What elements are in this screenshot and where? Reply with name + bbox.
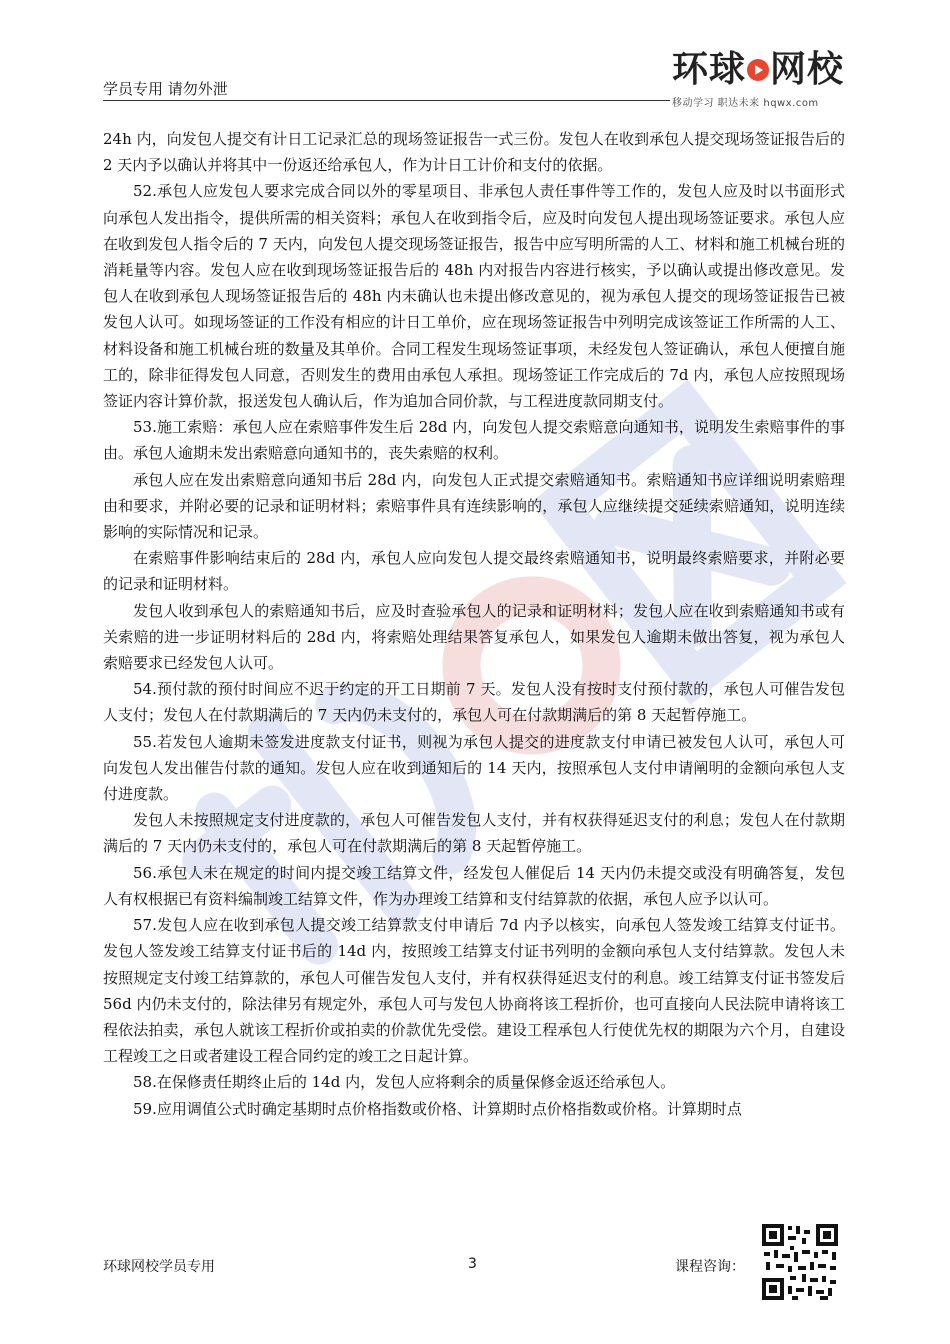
logo-text-second: 网校 — [770, 49, 845, 90]
logo-text-first: 环球 — [672, 49, 747, 90]
logo-slogan: 移动学习 职达未来 hqwx.com — [672, 98, 819, 109]
consult-label: 课程咨询： — [675, 1259, 745, 1275]
paragraph: 56.承包人未在规定的时间内提交竣工结算文件，经发包人催促后 14 天内仍未提交或没有明确答复，发包人有权根据已有资料编制竣工结算文件，作为办理竣工结算和支付结算款的依据，承包人应予以认可。 — [103, 863, 845, 908]
paragraph: 54.预付款的预付时间应不迟于约定的开工日期前 7 天。发包人没有按时支付预付款的，承包人可催告发包人支付；发包人在付款期满后的 7 天内仍未支付的，承包人可在付款期满后的第 8 天起暂停施工。 — [103, 680, 845, 725]
page-number: 3 — [468, 1256, 477, 1272]
footer-label: 环球网校学员专用 — [103, 1259, 215, 1275]
header-divider — [103, 100, 670, 101]
paragraph: 57.发包人应在收到承包人提交竣工结算款支付申请后 7d 内予以核实，向承包人签发竣工结算支付证书。发包人签发竣工结算支付证书后的 14d 内，按照竣工结算支付证书列明的金额向承包人支付结算款。发包人未按照规定支付竣工结算款的，承包人可催告发包人支付，并有权获得延迟支付的利息。竣工结算支付证书签发后 56d 内仍未支付的，除法律另有规定外，承包人可与发包人协商将该工程折价，也可直接向人民法院申请将该工程依法拍卖，承包人就该工程折价或拍卖的价款优先受偿。建设工程承包人行使优先权的期限为六个月，自建设工程竣工之日或者建设工程合同约定的竣工之日起计算。 — [103, 916, 845, 1066]
paragraph: 在索赔事件影响结束后的 28d 内，承包人应向发包人提交最终索赔通知书，说明最终索赔要求，并附必要的记录和证明材料。 — [103, 549, 845, 594]
paragraph: 55.若发包人逾期未签发进度款支付证书，则视为承包人提交的进度款支付申请已被发包人认可，承包人可向发包人发出催告付款的通知。发包人应在收到通知后的 14 天内，按照承包人支付申请阐明的金额向承包人支付进度款。 — [103, 732, 845, 804]
paragraph: 发包人收到承包人的索赔通知书后，应及时查验承包人的记录和证明材料；发包人应在收到索赔通知书或有关索赔的进一步证明材料后的 28d 内，将索赔处理结果答复承包人，如果发包人逾期未做出答复，视为承包人索赔要求已经发包人认可。 — [103, 601, 845, 673]
document-body — [103, 126, 845, 1122]
paragraph: 59.应用调值公式时确定基期时点价格指数或价格、计算期时点价格指数或价格。计算期时点 — [133, 1099, 742, 1118]
paragraph: 24h 内，向发包人提交有计日工记录汇总的现场签证报告一式三份。发包人在收到承包人提交现场签证报告后的 2 天内予以确认并将其中一份返还给承包人，作为计日工计价和支付的依据。 — [103, 130, 845, 175]
paragraph: 58.在保修责任期终止后的 14d 内，发包人应将剩余的质量保修金返还给承包人。 — [133, 1073, 676, 1092]
paragraph: 承包人应在发出索赔意向通知书后 28d 内，向发包人正式提交索赔通知书。索赔通知书应详细说明索赔理由和要求，并附必要的记录和证明材料；索赔事件具有连续影响的，承包人应继续提交延续索赔通知，说明连续影响的实际情况和记录。 — [103, 470, 845, 542]
paragraph: 53.施工索赔：承包人应在索赔事件发生后 28d 内，向发包人提交索赔意向通知书，说明发生索赔事件的事由。承包人逾期未发出索赔意向通知书的，丧失索赔的权利。 — [103, 418, 845, 463]
qr-code-icon[interactable] — [760, 1222, 840, 1302]
paragraph: 发包人未按照规定支付进度款的，承包人可催告发包人支付，并有权获得延迟支付的利息；发包人在付款期满后的 7 天内仍未支付的，承包人可在付款期满后的第 8 天起暂停施工。 — [103, 811, 845, 856]
paragraph: 52.承包人应发包人要求完成合同以外的零星项目、非承包人责任事件等工作的，发包人应及时以书面形式向承包人发出指令，提供所需的相关资料；承包人在收到指令后，应及时向发包人提出现场签证要求。承包人应在收到发包人指令后的 7 天内，向发包人提交现场签证报告，报告中应写明所需的人工、材料和施工机械台班的消耗量等内容。发包人应在收到现场签证报告后的 48h 内对报告内容进行核实，予以确认或提出修改意见。发包人在收到承包人现场签证报告后的 48h 内未确认也未提出修改意见的，视为承包人提交的现场签证报告已被发包人认可。如现场签证的工作没有相应的计日工单价，应在现场签证报告中列明完成该签证工作所需的人工、材料设备和施工机械台班的数量及其单价。合同工程发生现场签证事项，未经发包人签证确认，承包人便擅自施工的，除非征得发包人同意，否则发生的费用由承包人承担。现场签证工作完成后的 7d 内，承包人应按照现场签证内容计算价款，报送发包人确认后，作为追加合同价款，与工程进度款同期支付。 — [103, 182, 845, 411]
brand-logo — [672, 50, 852, 112]
header-notice: 学员专用 请勿外泄 — [103, 80, 228, 98]
play-circle-icon — [747, 59, 769, 81]
